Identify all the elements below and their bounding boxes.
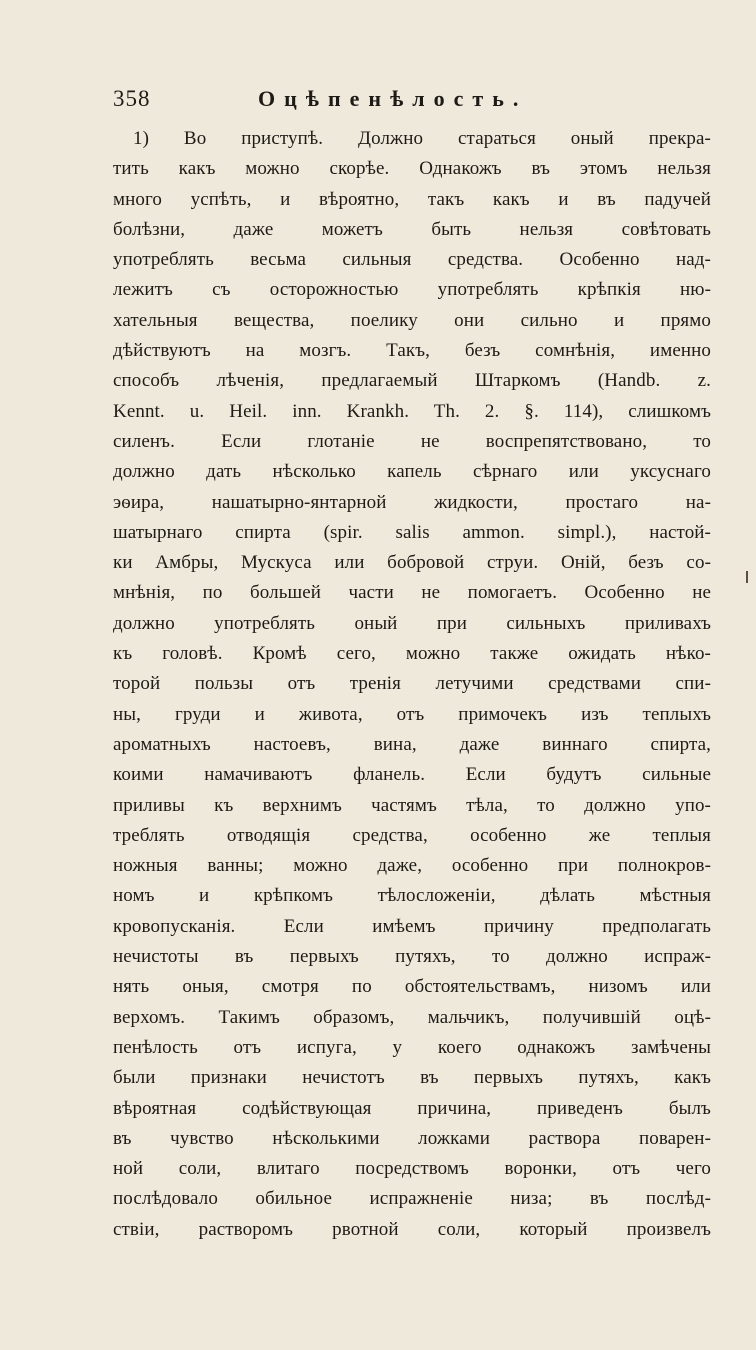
text-line: коими намачиваютъ фланель. Если будутъ сильные	[113, 764, 711, 786]
text-line: приливы къ верхнимъ частямъ тѣла, то должно упо-	[113, 794, 711, 816]
text-line: ки Амбры, Мускуса или бобровой струи. Оній, безъ со-	[113, 552, 711, 574]
text-line: шатырнаго спирта (spir. salis ammon. simpl.), настой-	[113, 521, 711, 543]
body-text	[113, 124, 711, 1245]
text-line: въ чувство нѣсколькими ложками раствора поварен-	[113, 1127, 711, 1149]
text-line: треблять отводящія средства, особенно же теплыя	[113, 824, 711, 846]
text-line: нять оныя, смотря по обстоятельствамъ, низомъ или	[113, 976, 711, 998]
text-line: эѳира, нашатырно-янтарной жидкости, простаго на-	[113, 491, 711, 513]
text-line: номъ и крѣпкомъ тѣлосложеніи, дѣлать мѣстныя	[113, 885, 711, 907]
text-line: мнѣнія, по большей части не помогаетъ. Особенно не	[113, 582, 711, 604]
text-line: ны, груди и живота, отъ примочекъ изъ теплыхъ	[113, 703, 711, 725]
text-line: должно употреблять оный при сильныхъ приливахъ	[113, 612, 711, 634]
text-line: вѣроятная содѣйствующая причина, приведенъ былъ	[113, 1097, 711, 1119]
text-line: пенѣлость отъ испуга, у коего однакожъ замѣчены	[113, 1036, 711, 1058]
text-line: торой пользы отъ тренія летучими средствами спи-	[113, 673, 711, 695]
text-line: тить какъ можно скорѣе. Однакожъ въ этомъ нельзя	[113, 158, 711, 180]
running-title: Оцѣпенѣлость.	[258, 86, 528, 111]
text-line: употреблять весьма сильныя средства. Особенно над-	[113, 249, 711, 271]
text-line: должно дать нѣсколько капель сѣрнаго или уксуснаго	[113, 461, 711, 483]
text-line: ножныя ванны; можно даже, особенно при полнокров-	[113, 855, 711, 877]
text-line: верхомъ. Такимъ образомъ, мальчикъ, получившій оцѣ-	[113, 1006, 711, 1028]
margin-mark	[746, 571, 748, 583]
text-line: нечистоты въ первыхъ путяхъ, то должно испраж-	[113, 946, 711, 968]
text-line: кровопусканія. Если имѣемъ причину предполагать	[113, 915, 711, 937]
text-line: дѣйствуютъ на мозгъ. Такъ, безъ сомнѣнія, именно	[113, 340, 711, 362]
text-line: ствіи, растворомъ рвотной соли, который произвелъ	[113, 1218, 711, 1240]
text-line: способъ лѣченія, предлагаемый Штаркомъ (Handb. z.	[113, 370, 711, 392]
text-line: лежитъ съ осторожностью употреблять крѣпкія ню-	[113, 279, 711, 301]
page-number: 358	[113, 86, 151, 111]
text-line: хательныя вещества, поелику они сильно и прямо	[113, 309, 711, 331]
text-line: Kennt. u. Heil. inn. Krankh. Th. 2. §. 114), слишкомъ	[113, 400, 711, 422]
text-line: ароматныхъ настоевъ, вина, даже виннаго спирта,	[113, 733, 711, 755]
text-line: послѣдовало обильное испражненіе низа; въ послѣд-	[113, 1188, 711, 1210]
text-line: ной соли, влитаго посредствомъ воронки, отъ чего	[113, 1158, 711, 1180]
text-line: болѣзни, даже можетъ быть нельзя совѣтовать	[113, 218, 711, 240]
text-line: силенъ. Если глотаніе не воспрепятствовано, то	[113, 430, 711, 452]
text-line: много успѣть, и вѣроятно, такъ какъ и въ падучей	[113, 188, 711, 210]
text-line: 1) Во приступѣ. Должно стараться оный прекра-	[133, 128, 711, 149]
text-line: къ головѣ. Кромѣ сего, можно также ожидать нѣко-	[113, 643, 711, 665]
text-line: были признаки нечистотъ въ первыхъ путяхъ, какъ	[113, 1067, 711, 1089]
page-header	[113, 86, 713, 116]
